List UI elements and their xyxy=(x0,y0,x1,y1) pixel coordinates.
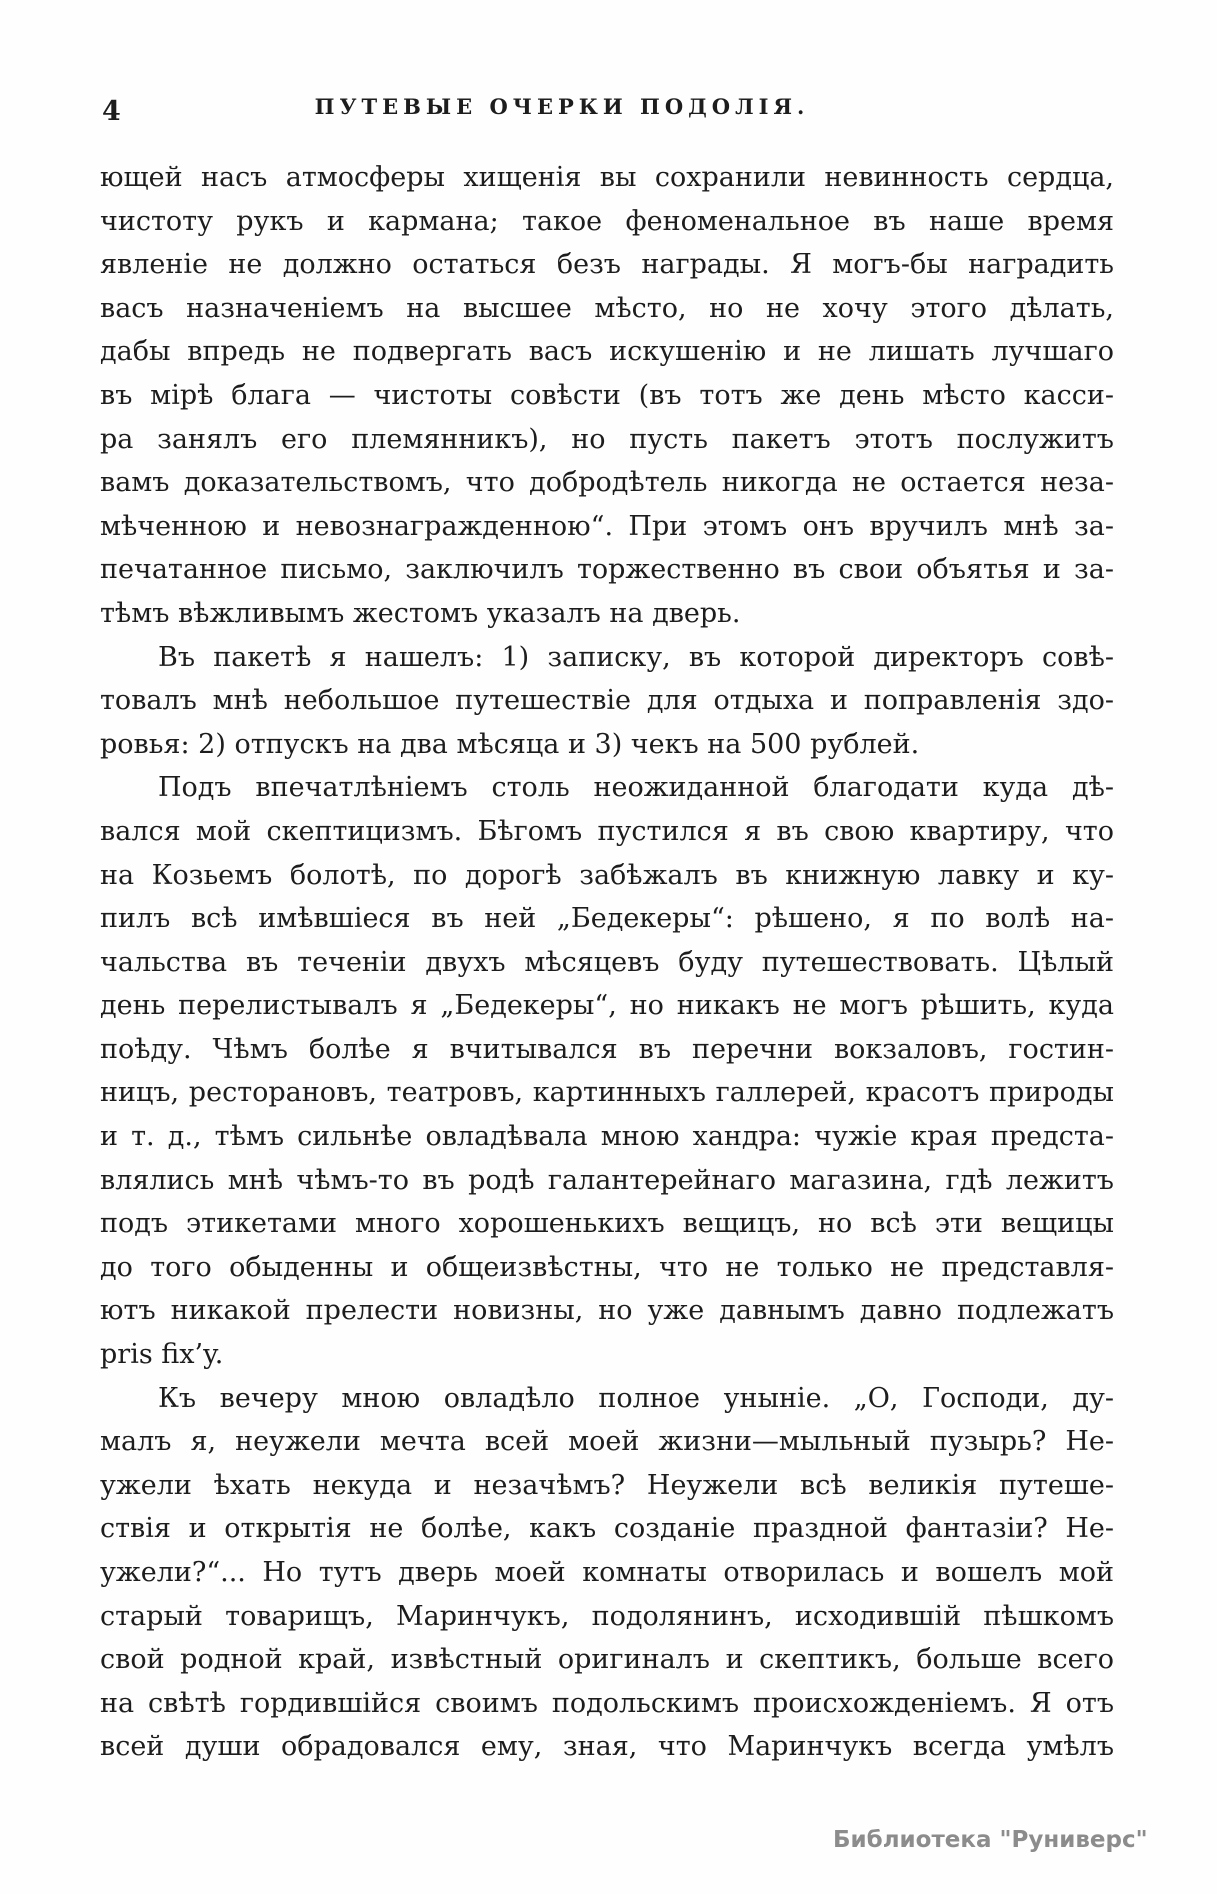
text-line: мѣченною и невознагражденною“. При этомъ онъ вручилъ мнѣ за- xyxy=(100,510,1114,542)
text-line: чальства въ теченіи двухъ мѣсяцевъ буду путешествовать. Цѣлый xyxy=(100,946,1114,978)
text-line: васъ назначеніемъ на высшее мѣсто, но не хочу этого дѣлать, xyxy=(100,292,1114,324)
text-line: ра занялъ его племянникъ), но пусть пакетъ этотъ послужитъ xyxy=(100,423,1114,455)
text-line: малъ я, неужели мечта всей моей жизни—мыльный пузырь? Не- xyxy=(100,1426,1114,1458)
text-line: Къ вечеру мною овладѣло полное уныніе. „О, Господи, ду- xyxy=(158,1382,1114,1414)
text-line: явленіе не должно остаться безъ награды. Я могъ-бы наградить xyxy=(100,249,1114,281)
text-line: свой родной край, извѣстный оригиналъ и скептикъ, больше всего xyxy=(100,1644,1114,1676)
text-line: пилъ всѣ имѣвшіеся въ ней „Бедекеры“: рѣшено, я по волѣ на- xyxy=(100,903,1114,935)
text-line: Подъ впечатлѣніемъ столь неожиданной благодати куда дѣ- xyxy=(158,772,1114,804)
text-line: до того обыденны и общеизвѣстны, что не только не представля- xyxy=(100,1251,1114,1283)
page-number: 4 xyxy=(102,96,121,127)
page-header xyxy=(100,94,1114,134)
text-line: всей души обрадовался ему, зная, что Маринчукъ всегда умѣлъ xyxy=(100,1731,1114,1763)
text-line: на свѣтѣ гордившійся своимъ подольскимъ происхожденіемъ. Я отъ xyxy=(100,1687,1114,1719)
text-line: и т. д., тѣмъ сильнѣе овладѣвала мною хандра: чужіе края предста- xyxy=(100,1121,1114,1153)
text-line: ющей насъ атмосферы хищенія вы сохранили невинность сердца, xyxy=(100,162,1114,193)
text-line: поѣду. Чѣмъ болѣе я вчитывался въ перечни вокзаловъ, гостин- xyxy=(100,1033,1114,1065)
text-line: ужели?“... Но тутъ дверь моей комнаты отворилась и вошелъ мой xyxy=(100,1557,1114,1588)
text-line: чистоту рукъ и кармана; такое феноменальное въ наше время xyxy=(100,205,1114,237)
page-body xyxy=(100,156,1114,1769)
text-line: pris fix’y. xyxy=(100,1339,224,1371)
text-line: ницъ, ресторановъ, театровъ, картинныхъ галлерей, красотъ природы xyxy=(100,1077,1114,1109)
text-line: печатанное письмо, заключилъ торжественно въ свои объятья и за- xyxy=(100,554,1114,586)
text-line: Въ пакетѣ я нашелъ: 1) записку, въ которой директоръ совѣ- xyxy=(158,641,1114,673)
text-line: ужели ѣхать некуда и незачѣмъ? Неужели всѣ великія путеше- xyxy=(100,1469,1114,1501)
text-line: ютъ никакой прелести новизны, но уже давнымъ давно подлежатъ xyxy=(100,1295,1114,1327)
text-line: день перелистывалъ я „Бедекеры“, но никакъ не могъ рѣшить, куда xyxy=(100,990,1114,1022)
running-header-title: ПУТЕВЫЕ ОЧЕРКИ ПОДОЛІЯ. xyxy=(314,94,810,119)
text-line: вамъ доказательствомъ, что добродѣтель никогда не остается неза- xyxy=(100,467,1114,499)
library-watermark: Библиотека "Руниверс" xyxy=(833,1827,1148,1853)
text-line: ствія и открытія не болѣе, какъ созданіе праздной фантазіи? Не- xyxy=(100,1513,1114,1545)
text-line: товалъ мнѣ небольшое путешествіе для отдыха и поправленія здо- xyxy=(100,685,1114,717)
text-line: подъ этикетами много хорошенькихъ вещицъ, но всѣ эти вещицы xyxy=(100,1208,1114,1240)
text-line: вался мой скептицизмъ. Бѣгомъ пустился я въ свою квартиру, что xyxy=(100,815,1114,847)
text-line: въ мірѣ блага — чистоты совѣсти (въ тотъ же день мѣсто касси- xyxy=(100,379,1114,411)
text-line: дабы впредь не подвергать васъ искушенію и не лишать лучшаго xyxy=(100,336,1114,368)
text-line: влялись мнѣ чѣмъ-то въ родѣ галантерейнаго магазина, гдѣ лежитъ xyxy=(100,1164,1114,1196)
text-line: старый товарищъ, Маринчукъ, подолянинъ, исходившій пѣшкомъ xyxy=(100,1600,1114,1632)
text-line: на Козьемъ болотѣ, по дорогѣ забѣжалъ въ книжную лавку и ку- xyxy=(100,859,1114,891)
text-line: ровья: 2) отпускъ на два мѣсяца и 3) чекъ на 500 рублей. xyxy=(100,728,920,760)
text-line: тѣмъ вѣжливымъ жестомъ указалъ на дверь. xyxy=(100,597,741,629)
